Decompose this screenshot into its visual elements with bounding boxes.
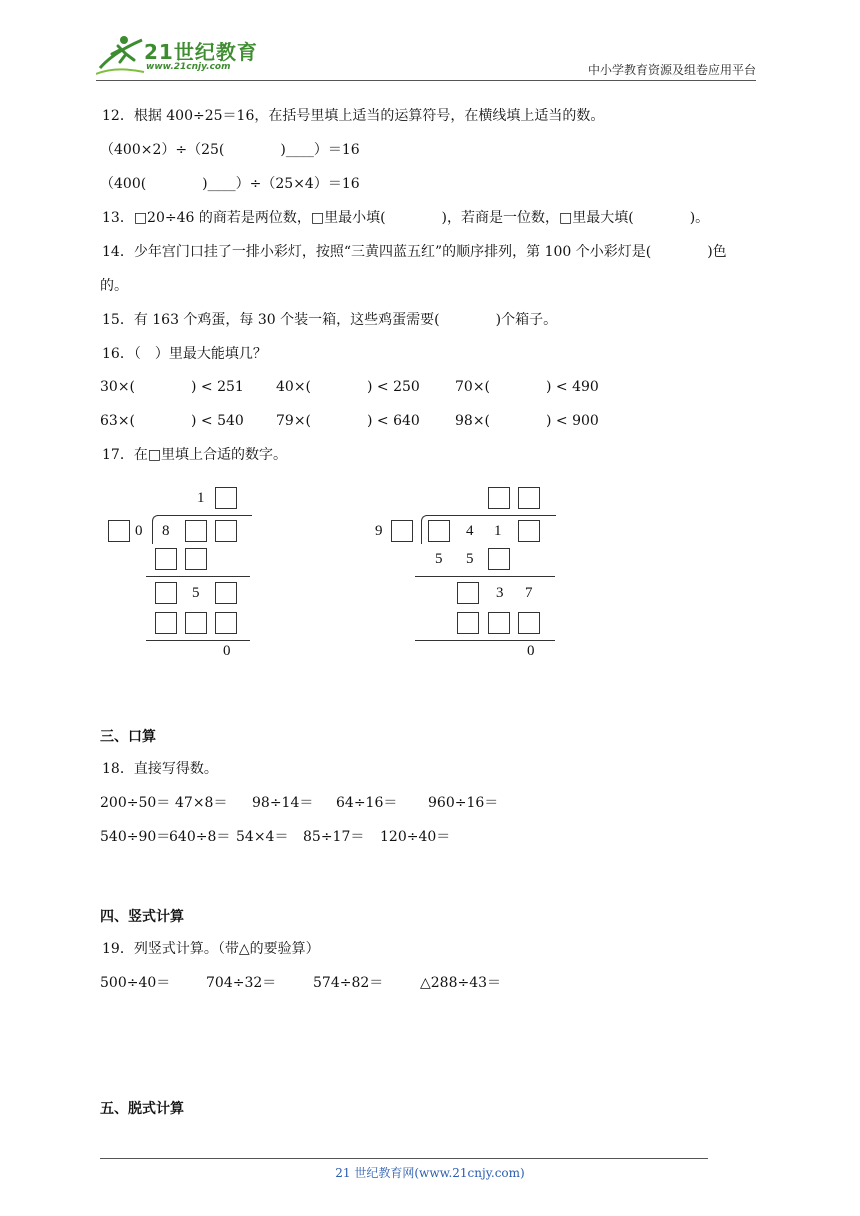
- q18-r1-c1: 200÷50＝: [100, 795, 171, 811]
- logo-url: www.21cnjy.com: [146, 62, 231, 72]
- div1-sub-box-2[interactable]: [185, 548, 207, 570]
- logo-text: 21世纪教育: [144, 40, 258, 64]
- div1-sub2-box-2[interactable]: [185, 612, 207, 634]
- div1-divisor-digit: 0: [135, 523, 143, 539]
- div2-sub2-box-1[interactable]: [457, 612, 479, 634]
- q12-line1: （400×2）÷（25( )____）＝16: [100, 142, 360, 158]
- q18-r1-c4: 64÷16＝: [336, 795, 398, 811]
- div2-line-2: [415, 640, 555, 641]
- div2-sub-digit-1: 5: [435, 551, 443, 567]
- q18-r2-c3: 54×4＝: [236, 829, 289, 845]
- section-3-title: 三、口算: [100, 729, 156, 745]
- q16-stem: 16．（ ）里最大能填几？: [102, 346, 267, 362]
- div1-mid-digit: 5: [192, 585, 200, 601]
- section-5-title: 五、脱式计算: [100, 1101, 184, 1117]
- div2-dividend-box-2[interactable]: [518, 520, 540, 542]
- q13-text: 13．□20÷46 的商若是两位数，□里最小填( )，若商是一位数，□里最大填( )。: [102, 210, 710, 226]
- div1-line-2: [146, 640, 250, 641]
- div2-sub-digit-2: 5: [466, 551, 474, 567]
- div1-line-1: [146, 576, 250, 577]
- section-4-title: 四、竖式计算: [100, 909, 184, 925]
- footer-link[interactable]: 21 世纪教育网(www.21cnjy.com): [335, 1166, 525, 1180]
- q18-stem: 18．直接写得数。: [102, 761, 218, 777]
- div2-mid-digit-2: 7: [525, 585, 533, 601]
- div1-divisor-box[interactable]: [108, 520, 130, 542]
- div2-division-bar: [426, 515, 556, 516]
- div1-sub-box-1[interactable]: [155, 548, 177, 570]
- div1-quotient-digit: 1: [197, 490, 205, 506]
- q16-r2-c1: 63×( ) < 540: [100, 413, 244, 429]
- q16-r2-c2: 79×( ) < 640: [276, 413, 420, 429]
- q18-r1-c2: 47×8＝: [175, 795, 228, 811]
- q19-item-4: △288÷43＝: [420, 975, 502, 991]
- q12-stem: 12．根据 400÷25＝16，在括号里填上适当的运算符号，在横线填上适当的数。: [102, 108, 605, 124]
- div2-dividend-digit-2: 1: [494, 523, 502, 539]
- div1-dividend-box-2[interactable]: [215, 520, 237, 542]
- div1-mid-box-1[interactable]: [155, 582, 177, 604]
- div1-sub2-box-1[interactable]: [155, 612, 177, 634]
- div2-sub-box[interactable]: [488, 548, 510, 570]
- platform-title: 中小学教育资源及组卷应用平台: [587, 63, 756, 77]
- q16-r2-c3: 98×( ) < 900: [455, 413, 599, 429]
- q18-r2-c4: 85÷17＝: [303, 829, 365, 845]
- div1-dividend-digit: 8: [162, 523, 170, 539]
- div2-mid-box[interactable]: [457, 582, 479, 604]
- div1-dividend-box-1[interactable]: [185, 520, 207, 542]
- q19-item-1: 500÷40＝: [100, 975, 171, 991]
- q12-line2: （400( )____）÷（25×4）＝16: [100, 176, 360, 192]
- div1-bracket: [152, 515, 161, 544]
- div1-quotient-box[interactable]: [215, 487, 237, 509]
- div2-divisor-digit: 9: [375, 523, 383, 539]
- header-divider: [96, 80, 756, 81]
- q19-stem: 19．列竖式计算。（带△的要验算）: [102, 941, 320, 957]
- div1-mid-box-2[interactable]: [215, 582, 237, 604]
- q18-r2-c2: 640÷8＝: [169, 829, 231, 845]
- site-logo: [96, 32, 256, 78]
- q14-line1: 14．少年宫门口挂了一排小彩灯，按照“三黄四蓝五红”的顺序排列，第 100 个小彩灯是( )色: [102, 244, 727, 260]
- q18-r1-c3: 98÷14＝: [252, 795, 314, 811]
- q17-stem: 17．在□里填上合适的数字。: [102, 447, 288, 463]
- div2-line-1: [415, 576, 555, 577]
- q18-r2-c1: 540÷90＝: [100, 829, 171, 845]
- q16-r1-c1: 30×( ) < 251: [100, 379, 244, 395]
- q19-item-3: 574÷82＝: [313, 975, 384, 991]
- div2-quotient-box-1[interactable]: [488, 487, 510, 509]
- div1-sub2-box-3[interactable]: [215, 612, 237, 634]
- div1-division-bar: [157, 515, 252, 516]
- div2-remainder: 0: [527, 643, 535, 659]
- div2-divisor-box[interactable]: [391, 520, 413, 542]
- div2-dividend-digit-1: 4: [466, 523, 474, 539]
- q15-text: 15．有 163 个鸡蛋，每 30 个装一箱，这些鸡蛋需要( )个箱子。: [102, 312, 558, 328]
- q14-line2: 的。: [100, 278, 128, 294]
- footer-divider: [100, 1158, 708, 1159]
- div2-mid-digit-1: 3: [496, 585, 504, 601]
- div2-sub2-box-3[interactable]: [518, 612, 540, 634]
- q16-r1-c2: 40×( ) < 250: [276, 379, 420, 395]
- q18-r2-c5: 120÷40＝: [380, 829, 451, 845]
- div1-remainder: 0: [223, 643, 231, 659]
- div2-quotient-box-2[interactable]: [518, 487, 540, 509]
- q16-r1-c3: 70×( ) < 490: [455, 379, 599, 395]
- div2-dividend-box[interactable]: [428, 520, 450, 542]
- q19-item-2: 704÷32＝: [206, 975, 277, 991]
- div2-sub2-box-2[interactable]: [488, 612, 510, 634]
- runner-logo-icon: [96, 32, 146, 78]
- q18-r1-c5: 960÷16＝: [428, 795, 499, 811]
